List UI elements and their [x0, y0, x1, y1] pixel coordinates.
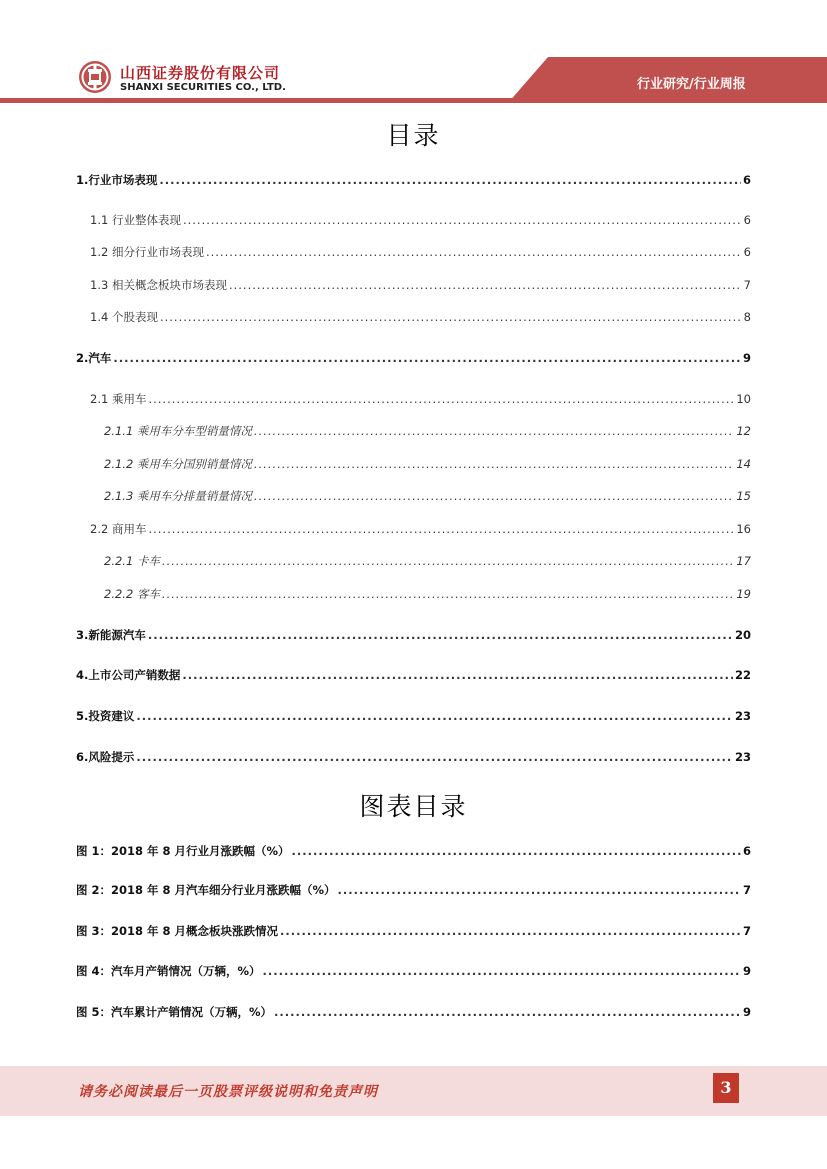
page-header: [0, 0, 827, 110]
leader-dots: [229, 277, 742, 293]
figure-entry-label: 图 4：汽车月产销情况（万辆，%）: [76, 964, 261, 978]
figure-entry[interactable]: [76, 923, 751, 939]
toc-entry-label: 1.行业市场表现: [76, 173, 158, 187]
leader-dots: [338, 882, 741, 898]
figure-entry-page: 9: [742, 964, 751, 978]
figure-entry-label: 图 2：2018 年 8 月汽车细分行业月涨跌幅（%）: [76, 883, 336, 897]
toc-entry-page: 23: [734, 750, 751, 764]
toc-entry-label: 2.2.2 客车: [104, 587, 160, 601]
figure-entry-label: 图 5：汽车累计产销情况（万辆，%）: [76, 1005, 273, 1019]
toc-entry[interactable]: [90, 277, 751, 293]
leader-dots: [162, 586, 734, 602]
leader-dots: [148, 627, 733, 643]
figure-entry[interactable]: [76, 1004, 751, 1020]
toc-entry-label: 3.新能源汽车: [76, 628, 146, 642]
company-logo-icon: [78, 60, 112, 94]
toc-entry-label: 6.风险提示: [76, 750, 135, 764]
toc-entry-page: 6: [742, 173, 751, 187]
leader-dots: [254, 423, 734, 439]
toc-entry[interactable]: [104, 456, 751, 472]
toc-entry-page: 23: [734, 709, 751, 723]
toc-entry-label: 1.2 细分行业市场表现: [90, 245, 204, 259]
figure-entry[interactable]: [76, 882, 751, 898]
toc-entry-page: 22: [734, 668, 751, 682]
figure-entry-page: 6: [742, 844, 751, 858]
toc-entry-label: 2.1 乘用车: [90, 392, 147, 406]
leader-dots: [136, 708, 733, 724]
toc-entry[interactable]: [104, 586, 751, 602]
figure-entry-label: 图 1：2018 年 8 月行业月涨跌幅（%）: [76, 844, 290, 858]
leader-dots: [206, 244, 742, 260]
leader-dots: [292, 843, 741, 859]
toc-entry-page: 16: [736, 522, 751, 536]
toc-entry-page: 19: [736, 587, 751, 601]
figure-entry-label: 图 3：2018 年 8 月概念板块涨跌情况: [76, 924, 279, 938]
toc-entry[interactable]: [90, 391, 751, 407]
toc-entry[interactable]: [90, 212, 751, 228]
leader-dots: [183, 212, 742, 228]
toc-entry-page: 10: [736, 392, 751, 406]
toc-entry-page: 17: [736, 554, 751, 568]
leader-dots: [162, 553, 734, 569]
toc-title: 目录: [386, 121, 441, 150]
toc-entry-label: 2.1.1 乘用车分车型销量情况: [104, 424, 252, 438]
disclaimer-note: 请务必阅读最后一页股票评级说明和免责声明: [78, 1084, 378, 1100]
toc-entry[interactable]: [76, 667, 751, 683]
page-number: 3: [713, 1073, 739, 1103]
toc-entry[interactable]: [76, 350, 751, 366]
toc-entry-label: 4.上市公司产销数据: [76, 668, 181, 682]
toc-entry[interactable]: [104, 553, 751, 569]
toc-entry[interactable]: [76, 172, 751, 188]
toc-entry-label: 1.4 个股表现: [90, 310, 158, 324]
toc-entry-label: 1.3 相关概念板块市场表现: [90, 278, 227, 292]
toc-entry[interactable]: [104, 423, 751, 439]
toc-entry-label: 5.投资建议: [76, 709, 135, 723]
toc-entry[interactable]: [76, 749, 751, 765]
toc-entry-page: 9: [742, 351, 751, 365]
toc-entry-label: 2.1.2 乘用车分国别销量情况: [104, 457, 252, 471]
leader-dots: [136, 749, 733, 765]
figure-entry-page: 9: [742, 1005, 751, 1019]
report-type-tag: 行业研究/行业周报: [637, 77, 746, 92]
toc-entry-label: 1.1 行业整体表现: [90, 213, 181, 227]
toc-entry[interactable]: [90, 244, 751, 260]
leader-dots: [160, 309, 742, 325]
toc-entry-label: 2.1.3 乘用车分排量销量情况: [104, 489, 252, 503]
toc-entry[interactable]: [90, 309, 751, 325]
leader-dots: [159, 172, 741, 188]
leader-dots: [113, 350, 741, 366]
leader-dots: [263, 963, 741, 979]
figure-list-title: 图表目录: [359, 792, 468, 821]
company-name-en: SHANXI SECURITIES CO., LTD.: [120, 82, 286, 93]
figure-entry-page: 7: [742, 924, 751, 938]
leader-dots: [274, 1004, 741, 1020]
toc-entry-page: 20: [734, 628, 751, 642]
toc-entry-page: 14: [736, 457, 751, 471]
toc-entry[interactable]: [76, 708, 751, 724]
toc-entry-page: 12: [736, 424, 751, 438]
figure-entry[interactable]: [76, 963, 751, 979]
toc-entry[interactable]: [90, 521, 751, 537]
leader-dots: [148, 391, 734, 407]
leader-dots: [254, 456, 734, 472]
figure-entry[interactable]: [76, 843, 751, 859]
toc-entry[interactable]: [76, 627, 751, 643]
toc-entry-label: 2.汽车: [76, 351, 112, 365]
leader-dots: [254, 488, 734, 504]
toc-entry-label: 2.2.1 卡车: [104, 554, 160, 568]
toc-entry-page: 7: [743, 278, 751, 292]
toc-entry-page: 15: [736, 489, 751, 503]
leader-dots: [280, 923, 741, 939]
toc-entry-page: 6: [743, 213, 751, 227]
company-name-cn: 山西证券股份有限公司: [120, 64, 281, 82]
leader-dots: [148, 521, 734, 537]
leader-dots: [182, 667, 733, 683]
toc-entry-label: 2.2 商用车: [90, 522, 147, 536]
toc-entry[interactable]: [104, 488, 751, 504]
toc-entry-page: 6: [743, 245, 751, 259]
toc-entry-page: 8: [743, 310, 751, 324]
figure-entry-page: 7: [742, 883, 751, 897]
